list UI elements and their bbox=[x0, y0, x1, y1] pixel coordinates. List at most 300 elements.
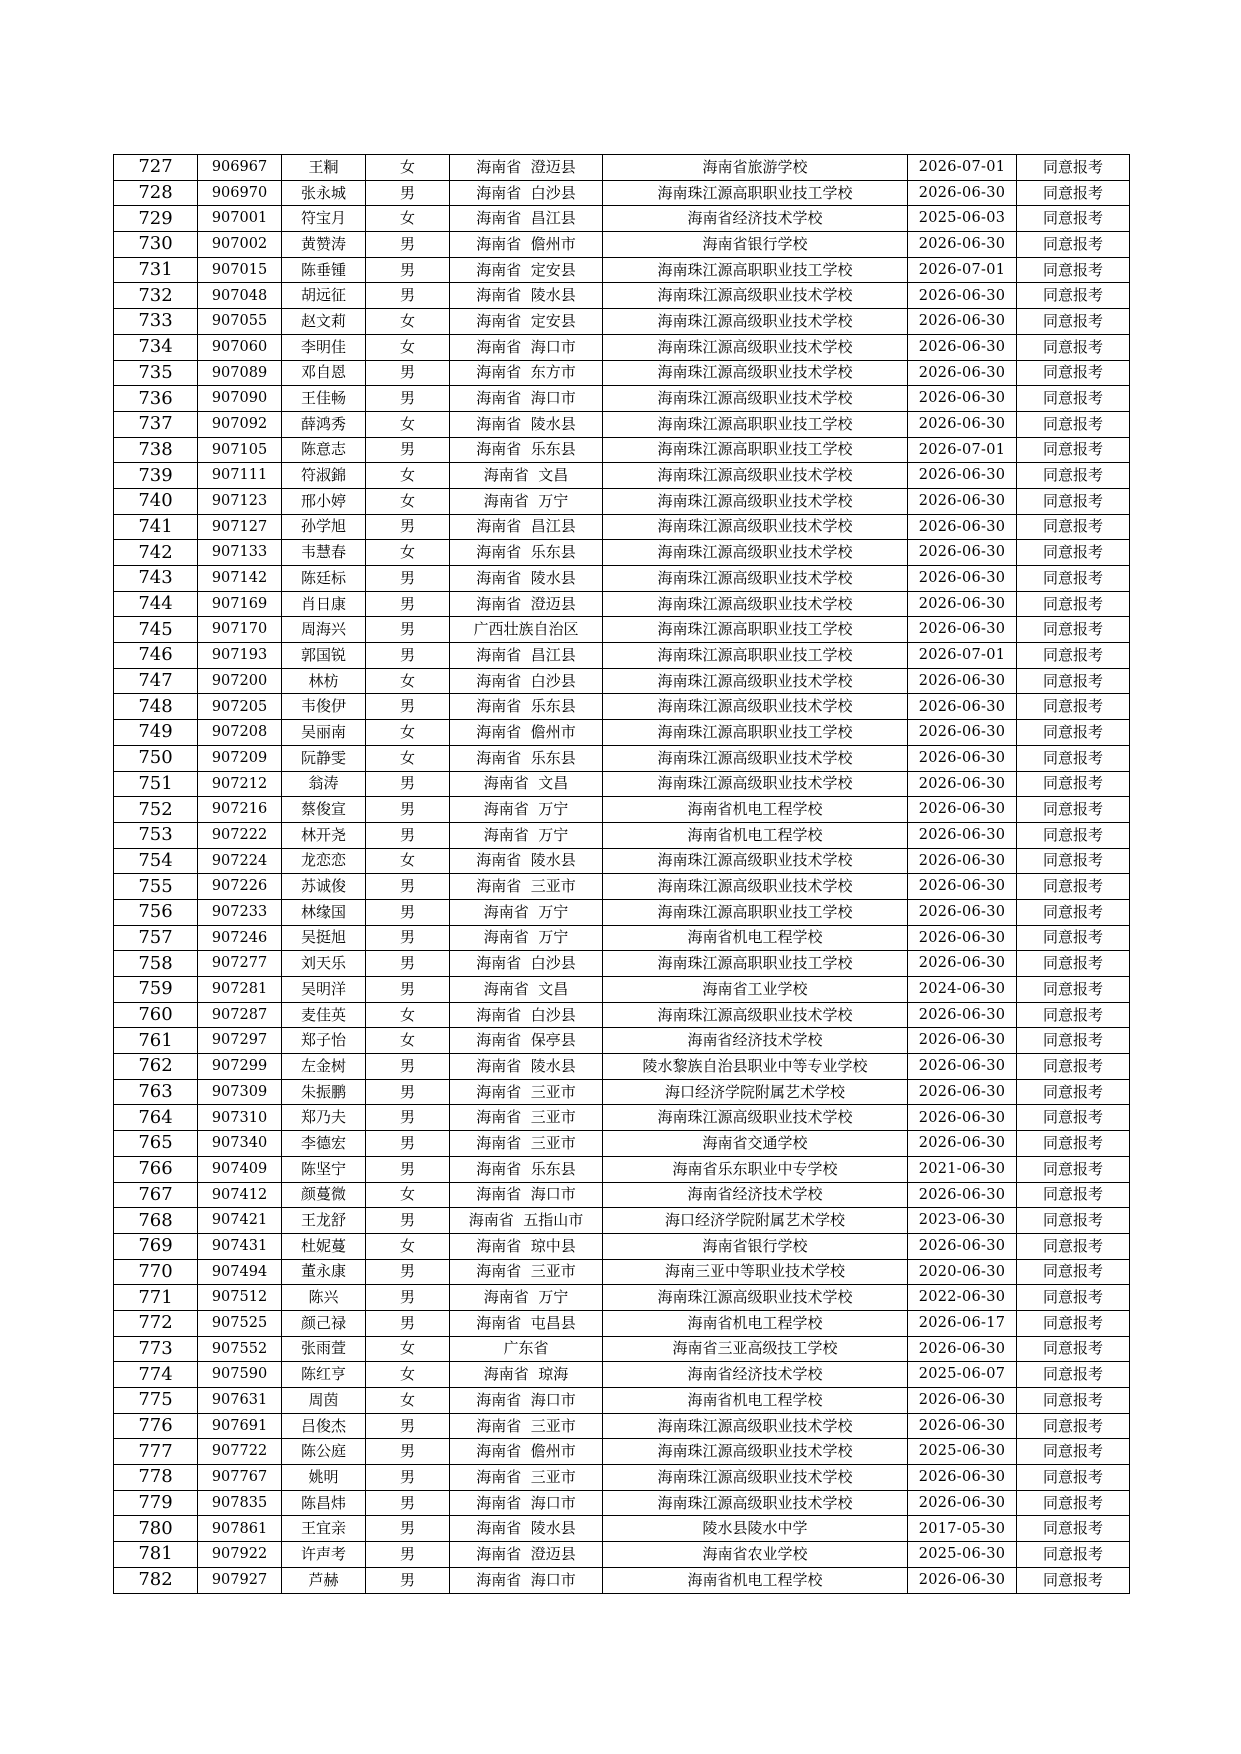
name-cell: 郑乃夫 bbox=[282, 1105, 366, 1131]
candidate-id-cell: 907412 bbox=[198, 1182, 282, 1208]
table-row bbox=[114, 514, 1130, 540]
origin-cell: 海南省 海口市 bbox=[450, 1490, 603, 1516]
serial-number-cell: 757 bbox=[114, 925, 198, 951]
review-status-cell: 同意报考 bbox=[1017, 694, 1130, 720]
candidate-id-cell: 907200 bbox=[198, 668, 282, 694]
candidate-id-cell: 907222 bbox=[198, 822, 282, 848]
school-cell: 海南珠江源高级职业技术学校 bbox=[603, 745, 908, 771]
gender-cell: 女 bbox=[366, 1233, 450, 1259]
table-row bbox=[114, 1002, 1130, 1028]
school-cell: 海南省农业学校 bbox=[603, 1542, 908, 1568]
name-cell: 吕俊杰 bbox=[282, 1413, 366, 1439]
candidate-id-cell: 907287 bbox=[198, 1002, 282, 1028]
gender-cell: 女 bbox=[366, 745, 450, 771]
serial-number-cell: 744 bbox=[114, 591, 198, 617]
serial-number-cell: 733 bbox=[114, 309, 198, 335]
candidate-id-cell: 907281 bbox=[198, 977, 282, 1003]
serial-number-cell: 739 bbox=[114, 463, 198, 489]
school-cell: 海南珠江源高级职业技术学校 bbox=[603, 514, 908, 540]
school-cell: 海南珠江源高级职业技术学校 bbox=[603, 360, 908, 386]
serial-number-cell: 736 bbox=[114, 386, 198, 412]
serial-number-cell: 737 bbox=[114, 411, 198, 437]
gender-cell: 男 bbox=[366, 1490, 450, 1516]
origin-cell: 海南省 乐东县 bbox=[450, 1156, 603, 1182]
graduation-date-cell: 2026-06-30 bbox=[908, 566, 1017, 592]
review-status-cell: 同意报考 bbox=[1017, 309, 1130, 335]
candidate-id-cell: 907170 bbox=[198, 617, 282, 643]
origin-cell: 海南省 儋州市 bbox=[450, 232, 603, 258]
name-cell: 林缘国 bbox=[282, 899, 366, 925]
candidate-id-cell: 906970 bbox=[198, 180, 282, 206]
origin-cell: 海南省 海口市 bbox=[450, 1567, 603, 1593]
graduation-date-cell: 2026-06-30 bbox=[908, 874, 1017, 900]
gender-cell: 女 bbox=[366, 848, 450, 874]
name-cell: 郭国锐 bbox=[282, 643, 366, 669]
candidate-id-cell: 907001 bbox=[198, 206, 282, 232]
candidate-id-cell: 907208 bbox=[198, 720, 282, 746]
school-cell: 海南珠江源高级职业技术学校 bbox=[603, 463, 908, 489]
table-row bbox=[114, 1079, 1130, 1105]
origin-cell: 海南省 东方市 bbox=[450, 360, 603, 386]
origin-cell: 海南省 屯昌县 bbox=[450, 1310, 603, 1336]
gender-cell: 男 bbox=[366, 822, 450, 848]
origin-cell: 海南省 陵水县 bbox=[450, 848, 603, 874]
graduation-date-cell: 2026-06-30 bbox=[908, 951, 1017, 977]
gender-cell: 男 bbox=[366, 771, 450, 797]
serial-number-cell: 760 bbox=[114, 1002, 198, 1028]
table-row bbox=[114, 566, 1130, 592]
origin-cell: 海南省 乐东县 bbox=[450, 437, 603, 463]
school-cell: 海南珠江源高级职业技术学校 bbox=[603, 1490, 908, 1516]
gender-cell: 女 bbox=[366, 720, 450, 746]
school-cell: 海南省乐东职业中专学校 bbox=[603, 1156, 908, 1182]
graduation-date-cell: 2017-05-30 bbox=[908, 1516, 1017, 1542]
name-cell: 董永康 bbox=[282, 1259, 366, 1285]
origin-cell: 海南省 万宁 bbox=[450, 899, 603, 925]
name-cell: 朱振鹏 bbox=[282, 1079, 366, 1105]
gender-cell: 男 bbox=[366, 1054, 450, 1080]
origin-cell: 海南省 白沙县 bbox=[450, 1002, 603, 1028]
table-row bbox=[114, 488, 1130, 514]
serial-number-cell: 770 bbox=[114, 1259, 198, 1285]
school-cell: 海南珠江源高职职业技工学校 bbox=[603, 257, 908, 283]
graduation-date-cell: 2026-06-30 bbox=[908, 514, 1017, 540]
name-cell: 王龙舒 bbox=[282, 1208, 366, 1234]
candidate-id-cell: 907193 bbox=[198, 643, 282, 669]
review-status-cell: 同意报考 bbox=[1017, 386, 1130, 412]
serial-number-cell: 730 bbox=[114, 232, 198, 258]
name-cell: 龙恋恋 bbox=[282, 848, 366, 874]
table-row bbox=[114, 874, 1130, 900]
table-row bbox=[114, 463, 1130, 489]
origin-cell: 海南省 琼海 bbox=[450, 1362, 603, 1388]
name-cell: 周茵 bbox=[282, 1388, 366, 1414]
serial-number-cell: 756 bbox=[114, 899, 198, 925]
serial-number-cell: 761 bbox=[114, 1028, 198, 1054]
origin-cell: 海南省 陵水县 bbox=[450, 1516, 603, 1542]
school-cell: 海南省经济技术学校 bbox=[603, 206, 908, 232]
gender-cell: 男 bbox=[366, 591, 450, 617]
gender-cell: 男 bbox=[366, 257, 450, 283]
serial-number-cell: 748 bbox=[114, 694, 198, 720]
review-status-cell: 同意报考 bbox=[1017, 1131, 1130, 1157]
graduation-date-cell: 2026-06-30 bbox=[908, 334, 1017, 360]
candidate-id-cell: 907431 bbox=[198, 1233, 282, 1259]
candidate-id-cell: 907861 bbox=[198, 1516, 282, 1542]
name-cell: 陈垂锺 bbox=[282, 257, 366, 283]
school-cell: 陵水县陵水中学 bbox=[603, 1516, 908, 1542]
graduation-date-cell: 2026-07-01 bbox=[908, 643, 1017, 669]
review-status-cell: 同意报考 bbox=[1017, 1516, 1130, 1542]
school-cell: 海南珠江源高级职业技术学校 bbox=[603, 848, 908, 874]
school-cell: 海南珠江源高职职业技工学校 bbox=[603, 411, 908, 437]
serial-number-cell: 745 bbox=[114, 617, 198, 643]
origin-cell: 海南省 陵水县 bbox=[450, 1054, 603, 1080]
name-cell: 陈兴 bbox=[282, 1285, 366, 1311]
origin-cell: 海南省 琼中县 bbox=[450, 1233, 603, 1259]
school-cell: 海口经济学院附属艺术学校 bbox=[603, 1079, 908, 1105]
candidate-id-cell: 906967 bbox=[198, 155, 282, 181]
table-row bbox=[114, 848, 1130, 874]
school-cell: 海南珠江源高职职业技工学校 bbox=[603, 180, 908, 206]
gender-cell: 女 bbox=[366, 206, 450, 232]
gender-cell: 女 bbox=[366, 1182, 450, 1208]
serial-number-cell: 765 bbox=[114, 1131, 198, 1157]
school-cell: 海南省工业学校 bbox=[603, 977, 908, 1003]
name-cell: 蔡俊宣 bbox=[282, 797, 366, 823]
gender-cell: 男 bbox=[366, 1516, 450, 1542]
name-cell: 黄赞涛 bbox=[282, 232, 366, 258]
name-cell: 吴丽南 bbox=[282, 720, 366, 746]
review-status-cell: 同意报考 bbox=[1017, 1233, 1130, 1259]
serial-number-cell: 758 bbox=[114, 951, 198, 977]
graduation-date-cell: 2024-06-30 bbox=[908, 977, 1017, 1003]
review-status-cell: 同意报考 bbox=[1017, 232, 1130, 258]
gender-cell: 男 bbox=[366, 1439, 450, 1465]
name-cell: 邢小婷 bbox=[282, 488, 366, 514]
school-cell: 海南珠江源高职职业技工学校 bbox=[603, 617, 908, 643]
name-cell: 杜妮蔓 bbox=[282, 1233, 366, 1259]
school-cell: 海南珠江源高级职业技术学校 bbox=[603, 566, 908, 592]
serial-number-cell: 746 bbox=[114, 643, 198, 669]
school-cell: 海南珠江源高级职业技术学校 bbox=[603, 591, 908, 617]
candidate-id-cell: 907055 bbox=[198, 309, 282, 335]
graduation-date-cell: 2026-06-30 bbox=[908, 1567, 1017, 1593]
candidate-id-cell: 907212 bbox=[198, 771, 282, 797]
name-cell: 颜蔓微 bbox=[282, 1182, 366, 1208]
name-cell: 胡远征 bbox=[282, 283, 366, 309]
serial-number-cell: 728 bbox=[114, 180, 198, 206]
review-status-cell: 同意报考 bbox=[1017, 591, 1130, 617]
table-row bbox=[114, 1336, 1130, 1362]
school-cell: 海南珠江源高级职业技术学校 bbox=[603, 694, 908, 720]
review-status-cell: 同意报考 bbox=[1017, 1567, 1130, 1593]
review-status-cell: 同意报考 bbox=[1017, 1465, 1130, 1491]
origin-cell: 海南省 海口市 bbox=[450, 1182, 603, 1208]
gender-cell: 男 bbox=[366, 951, 450, 977]
graduation-date-cell: 2025-06-30 bbox=[908, 1542, 1017, 1568]
graduation-date-cell: 2026-06-30 bbox=[908, 1233, 1017, 1259]
origin-cell: 海南省 陵水县 bbox=[450, 411, 603, 437]
serial-number-cell: 779 bbox=[114, 1490, 198, 1516]
origin-cell: 海南省 万宁 bbox=[450, 1285, 603, 1311]
review-status-cell: 同意报考 bbox=[1017, 463, 1130, 489]
table-row bbox=[114, 540, 1130, 566]
candidate-id-cell: 907123 bbox=[198, 488, 282, 514]
serial-number-cell: 747 bbox=[114, 668, 198, 694]
review-status-cell: 同意报考 bbox=[1017, 1208, 1130, 1234]
review-status-cell: 同意报考 bbox=[1017, 437, 1130, 463]
review-status-cell: 同意报考 bbox=[1017, 1362, 1130, 1388]
review-status-cell: 同意报考 bbox=[1017, 977, 1130, 1003]
graduation-date-cell: 2026-06-30 bbox=[908, 1182, 1017, 1208]
table-row bbox=[114, 411, 1130, 437]
school-cell: 海南省银行学校 bbox=[603, 1233, 908, 1259]
school-cell: 海南珠江源高级职业技术学校 bbox=[603, 334, 908, 360]
origin-cell: 广东省 bbox=[450, 1336, 603, 1362]
school-cell: 海南省银行学校 bbox=[603, 232, 908, 258]
serial-number-cell: 764 bbox=[114, 1105, 198, 1131]
candidate-id-cell: 907127 bbox=[198, 514, 282, 540]
serial-number-cell: 775 bbox=[114, 1388, 198, 1414]
graduation-date-cell: 2026-06-30 bbox=[908, 1105, 1017, 1131]
table-row bbox=[114, 180, 1130, 206]
table-row bbox=[114, 1208, 1130, 1234]
gender-cell: 女 bbox=[366, 411, 450, 437]
serial-number-cell: 743 bbox=[114, 566, 198, 592]
review-status-cell: 同意报考 bbox=[1017, 1490, 1130, 1516]
school-cell: 海南珠江源高职职业技工学校 bbox=[603, 643, 908, 669]
serial-number-cell: 750 bbox=[114, 745, 198, 771]
review-status-cell: 同意报考 bbox=[1017, 668, 1130, 694]
origin-cell: 海南省 万宁 bbox=[450, 822, 603, 848]
graduation-date-cell: 2026-06-30 bbox=[908, 720, 1017, 746]
serial-number-cell: 751 bbox=[114, 771, 198, 797]
gender-cell: 男 bbox=[366, 899, 450, 925]
origin-cell: 海南省 定安县 bbox=[450, 309, 603, 335]
gender-cell: 男 bbox=[366, 1079, 450, 1105]
school-cell: 海南珠江源高职职业技工学校 bbox=[603, 720, 908, 746]
table-row bbox=[114, 206, 1130, 232]
table-row bbox=[114, 1413, 1130, 1439]
candidate-id-cell: 907233 bbox=[198, 899, 282, 925]
table-row bbox=[114, 1542, 1130, 1568]
review-status-cell: 同意报考 bbox=[1017, 1054, 1130, 1080]
candidate-id-cell: 907340 bbox=[198, 1131, 282, 1157]
review-status-cell: 同意报考 bbox=[1017, 1028, 1130, 1054]
review-status-cell: 同意报考 bbox=[1017, 334, 1130, 360]
origin-cell: 海南省 三亚市 bbox=[450, 1131, 603, 1157]
review-status-cell: 同意报考 bbox=[1017, 360, 1130, 386]
serial-number-cell: 777 bbox=[114, 1439, 198, 1465]
origin-cell: 海南省 陵水县 bbox=[450, 283, 603, 309]
school-cell: 海南省机电工程学校 bbox=[603, 1388, 908, 1414]
table-row bbox=[114, 745, 1130, 771]
school-cell: 海口经济学院附属艺术学校 bbox=[603, 1208, 908, 1234]
origin-cell: 海南省 三亚市 bbox=[450, 1465, 603, 1491]
origin-cell: 海南省 陵水县 bbox=[450, 566, 603, 592]
origin-cell: 海南省 乐东县 bbox=[450, 745, 603, 771]
name-cell: 苏诚俊 bbox=[282, 874, 366, 900]
gender-cell: 女 bbox=[366, 1388, 450, 1414]
school-cell: 海南省机电工程学校 bbox=[603, 1567, 908, 1593]
name-cell: 陈昌炜 bbox=[282, 1490, 366, 1516]
graduation-date-cell: 2026-06-30 bbox=[908, 771, 1017, 797]
review-status-cell: 同意报考 bbox=[1017, 411, 1130, 437]
origin-cell: 海南省 三亚市 bbox=[450, 1079, 603, 1105]
gender-cell: 女 bbox=[366, 1362, 450, 1388]
candidate-id-cell: 907309 bbox=[198, 1079, 282, 1105]
school-cell: 海南珠江源高级职业技术学校 bbox=[603, 668, 908, 694]
school-cell: 陵水黎族自治县职业中等专业学校 bbox=[603, 1054, 908, 1080]
graduation-date-cell: 2026-06-30 bbox=[908, 617, 1017, 643]
serial-number-cell: 735 bbox=[114, 360, 198, 386]
serial-number-cell: 732 bbox=[114, 283, 198, 309]
graduation-date-cell: 2026-06-30 bbox=[908, 1054, 1017, 1080]
table-row bbox=[114, 257, 1130, 283]
candidate-id-cell: 907246 bbox=[198, 925, 282, 951]
review-status-cell: 同意报考 bbox=[1017, 1259, 1130, 1285]
table-row bbox=[114, 617, 1130, 643]
school-cell: 海南省经济技术学校 bbox=[603, 1362, 908, 1388]
candidate-id-cell: 907631 bbox=[198, 1388, 282, 1414]
name-cell: 肖日康 bbox=[282, 591, 366, 617]
gender-cell: 男 bbox=[366, 1105, 450, 1131]
review-status-cell: 同意报考 bbox=[1017, 951, 1130, 977]
graduation-date-cell: 2026-06-30 bbox=[908, 591, 1017, 617]
graduation-date-cell: 2026-06-30 bbox=[908, 822, 1017, 848]
review-status-cell: 同意报考 bbox=[1017, 643, 1130, 669]
origin-cell: 海南省 海口市 bbox=[450, 1388, 603, 1414]
name-cell: 王佳畅 bbox=[282, 386, 366, 412]
origin-cell: 海南省 白沙县 bbox=[450, 951, 603, 977]
graduation-date-cell: 2026-06-30 bbox=[908, 232, 1017, 258]
gender-cell: 男 bbox=[366, 1259, 450, 1285]
graduation-date-cell: 2026-06-30 bbox=[908, 668, 1017, 694]
name-cell: 李德宏 bbox=[282, 1131, 366, 1157]
review-status-cell: 同意报考 bbox=[1017, 1002, 1130, 1028]
gender-cell: 女 bbox=[366, 1002, 450, 1028]
graduation-date-cell: 2026-06-30 bbox=[908, 1336, 1017, 1362]
name-cell: 韦俊伊 bbox=[282, 694, 366, 720]
candidate-id-cell: 907310 bbox=[198, 1105, 282, 1131]
review-status-cell: 同意报考 bbox=[1017, 1285, 1130, 1311]
gender-cell: 男 bbox=[366, 1310, 450, 1336]
name-cell: 陈意志 bbox=[282, 437, 366, 463]
candidate-id-cell: 907105 bbox=[198, 437, 282, 463]
table-row bbox=[114, 1490, 1130, 1516]
table-row bbox=[114, 1388, 1130, 1414]
candidate-id-cell: 907922 bbox=[198, 1542, 282, 1568]
name-cell: 孙学旭 bbox=[282, 514, 366, 540]
name-cell: 陈公庭 bbox=[282, 1439, 366, 1465]
candidate-id-cell: 907421 bbox=[198, 1208, 282, 1234]
school-cell: 海南珠江源高职职业技工学校 bbox=[603, 951, 908, 977]
gender-cell: 女 bbox=[366, 1336, 450, 1362]
name-cell: 芦赫 bbox=[282, 1567, 366, 1593]
table-row bbox=[114, 1567, 1130, 1593]
graduation-date-cell: 2026-06-30 bbox=[908, 488, 1017, 514]
serial-number-cell: 741 bbox=[114, 514, 198, 540]
candidate-id-cell: 907089 bbox=[198, 360, 282, 386]
table-row bbox=[114, 899, 1130, 925]
origin-cell: 海南省 万宁 bbox=[450, 488, 603, 514]
origin-cell: 海南省 保亭县 bbox=[450, 1028, 603, 1054]
table-row bbox=[114, 1156, 1130, 1182]
gender-cell: 女 bbox=[366, 463, 450, 489]
school-cell: 海南珠江源高级职业技术学校 bbox=[603, 540, 908, 566]
school-cell: 海南省机电工程学校 bbox=[603, 822, 908, 848]
school-cell: 海南省三亚高级技工学校 bbox=[603, 1336, 908, 1362]
name-cell: 周海兴 bbox=[282, 617, 366, 643]
serial-number-cell: 731 bbox=[114, 257, 198, 283]
gender-cell: 男 bbox=[366, 566, 450, 592]
name-cell: 王宜亲 bbox=[282, 1516, 366, 1542]
origin-cell: 海南省 三亚市 bbox=[450, 1413, 603, 1439]
origin-cell: 海南省 澄迈县 bbox=[450, 1542, 603, 1568]
origin-cell: 海南省 海口市 bbox=[450, 386, 603, 412]
serial-number-cell: 729 bbox=[114, 206, 198, 232]
table-row bbox=[114, 643, 1130, 669]
origin-cell: 海南省 三亚市 bbox=[450, 874, 603, 900]
review-status-cell: 同意报考 bbox=[1017, 1310, 1130, 1336]
origin-cell: 海南省 昌江县 bbox=[450, 643, 603, 669]
school-cell: 海南省经济技术学校 bbox=[603, 1028, 908, 1054]
name-cell: 张永城 bbox=[282, 180, 366, 206]
review-status-cell: 同意报考 bbox=[1017, 797, 1130, 823]
graduation-date-cell: 2026-06-17 bbox=[908, 1310, 1017, 1336]
school-cell: 海南珠江源高级职业技术学校 bbox=[603, 386, 908, 412]
review-status-cell: 同意报考 bbox=[1017, 1542, 1130, 1568]
name-cell: 韦慧春 bbox=[282, 540, 366, 566]
school-cell: 海南省机电工程学校 bbox=[603, 925, 908, 951]
review-status-cell: 同意报考 bbox=[1017, 899, 1130, 925]
candidate-id-cell: 907552 bbox=[198, 1336, 282, 1362]
review-status-cell: 同意报考 bbox=[1017, 566, 1130, 592]
candidate-id-cell: 907133 bbox=[198, 540, 282, 566]
table-row bbox=[114, 1028, 1130, 1054]
school-cell: 海南珠江源高级职业技术学校 bbox=[603, 874, 908, 900]
candidate-id-cell: 907722 bbox=[198, 1439, 282, 1465]
school-cell: 海南珠江源高级职业技术学校 bbox=[603, 1413, 908, 1439]
graduation-date-cell: 2026-06-30 bbox=[908, 1388, 1017, 1414]
serial-number-cell: 767 bbox=[114, 1182, 198, 1208]
school-cell: 海南省经济技术学校 bbox=[603, 1182, 908, 1208]
review-status-cell: 同意报考 bbox=[1017, 1336, 1130, 1362]
review-status-cell: 同意报考 bbox=[1017, 488, 1130, 514]
candidate-id-cell: 907111 bbox=[198, 463, 282, 489]
origin-cell: 海南省 乐东县 bbox=[450, 694, 603, 720]
candidate-id-cell: 907209 bbox=[198, 745, 282, 771]
graduation-date-cell: 2026-06-30 bbox=[908, 1131, 1017, 1157]
review-status-cell: 同意报考 bbox=[1017, 283, 1130, 309]
review-status-cell: 同意报考 bbox=[1017, 745, 1130, 771]
graduation-date-cell: 2025-06-30 bbox=[908, 1439, 1017, 1465]
table-row bbox=[114, 1362, 1130, 1388]
name-cell: 许声考 bbox=[282, 1542, 366, 1568]
graduation-date-cell: 2026-06-30 bbox=[908, 1465, 1017, 1491]
table-row bbox=[114, 386, 1130, 412]
graduation-date-cell: 2025-06-03 bbox=[908, 206, 1017, 232]
candidate-id-cell: 907927 bbox=[198, 1567, 282, 1593]
candidate-id-cell: 907090 bbox=[198, 386, 282, 412]
candidate-id-cell: 907494 bbox=[198, 1259, 282, 1285]
school-cell: 海南珠江源高级职业技术学校 bbox=[603, 283, 908, 309]
name-cell: 刘天乐 bbox=[282, 951, 366, 977]
school-cell: 海南珠江源高级职业技术学校 bbox=[603, 309, 908, 335]
school-cell: 海南省机电工程学校 bbox=[603, 797, 908, 823]
candidate-id-cell: 907092 bbox=[198, 411, 282, 437]
